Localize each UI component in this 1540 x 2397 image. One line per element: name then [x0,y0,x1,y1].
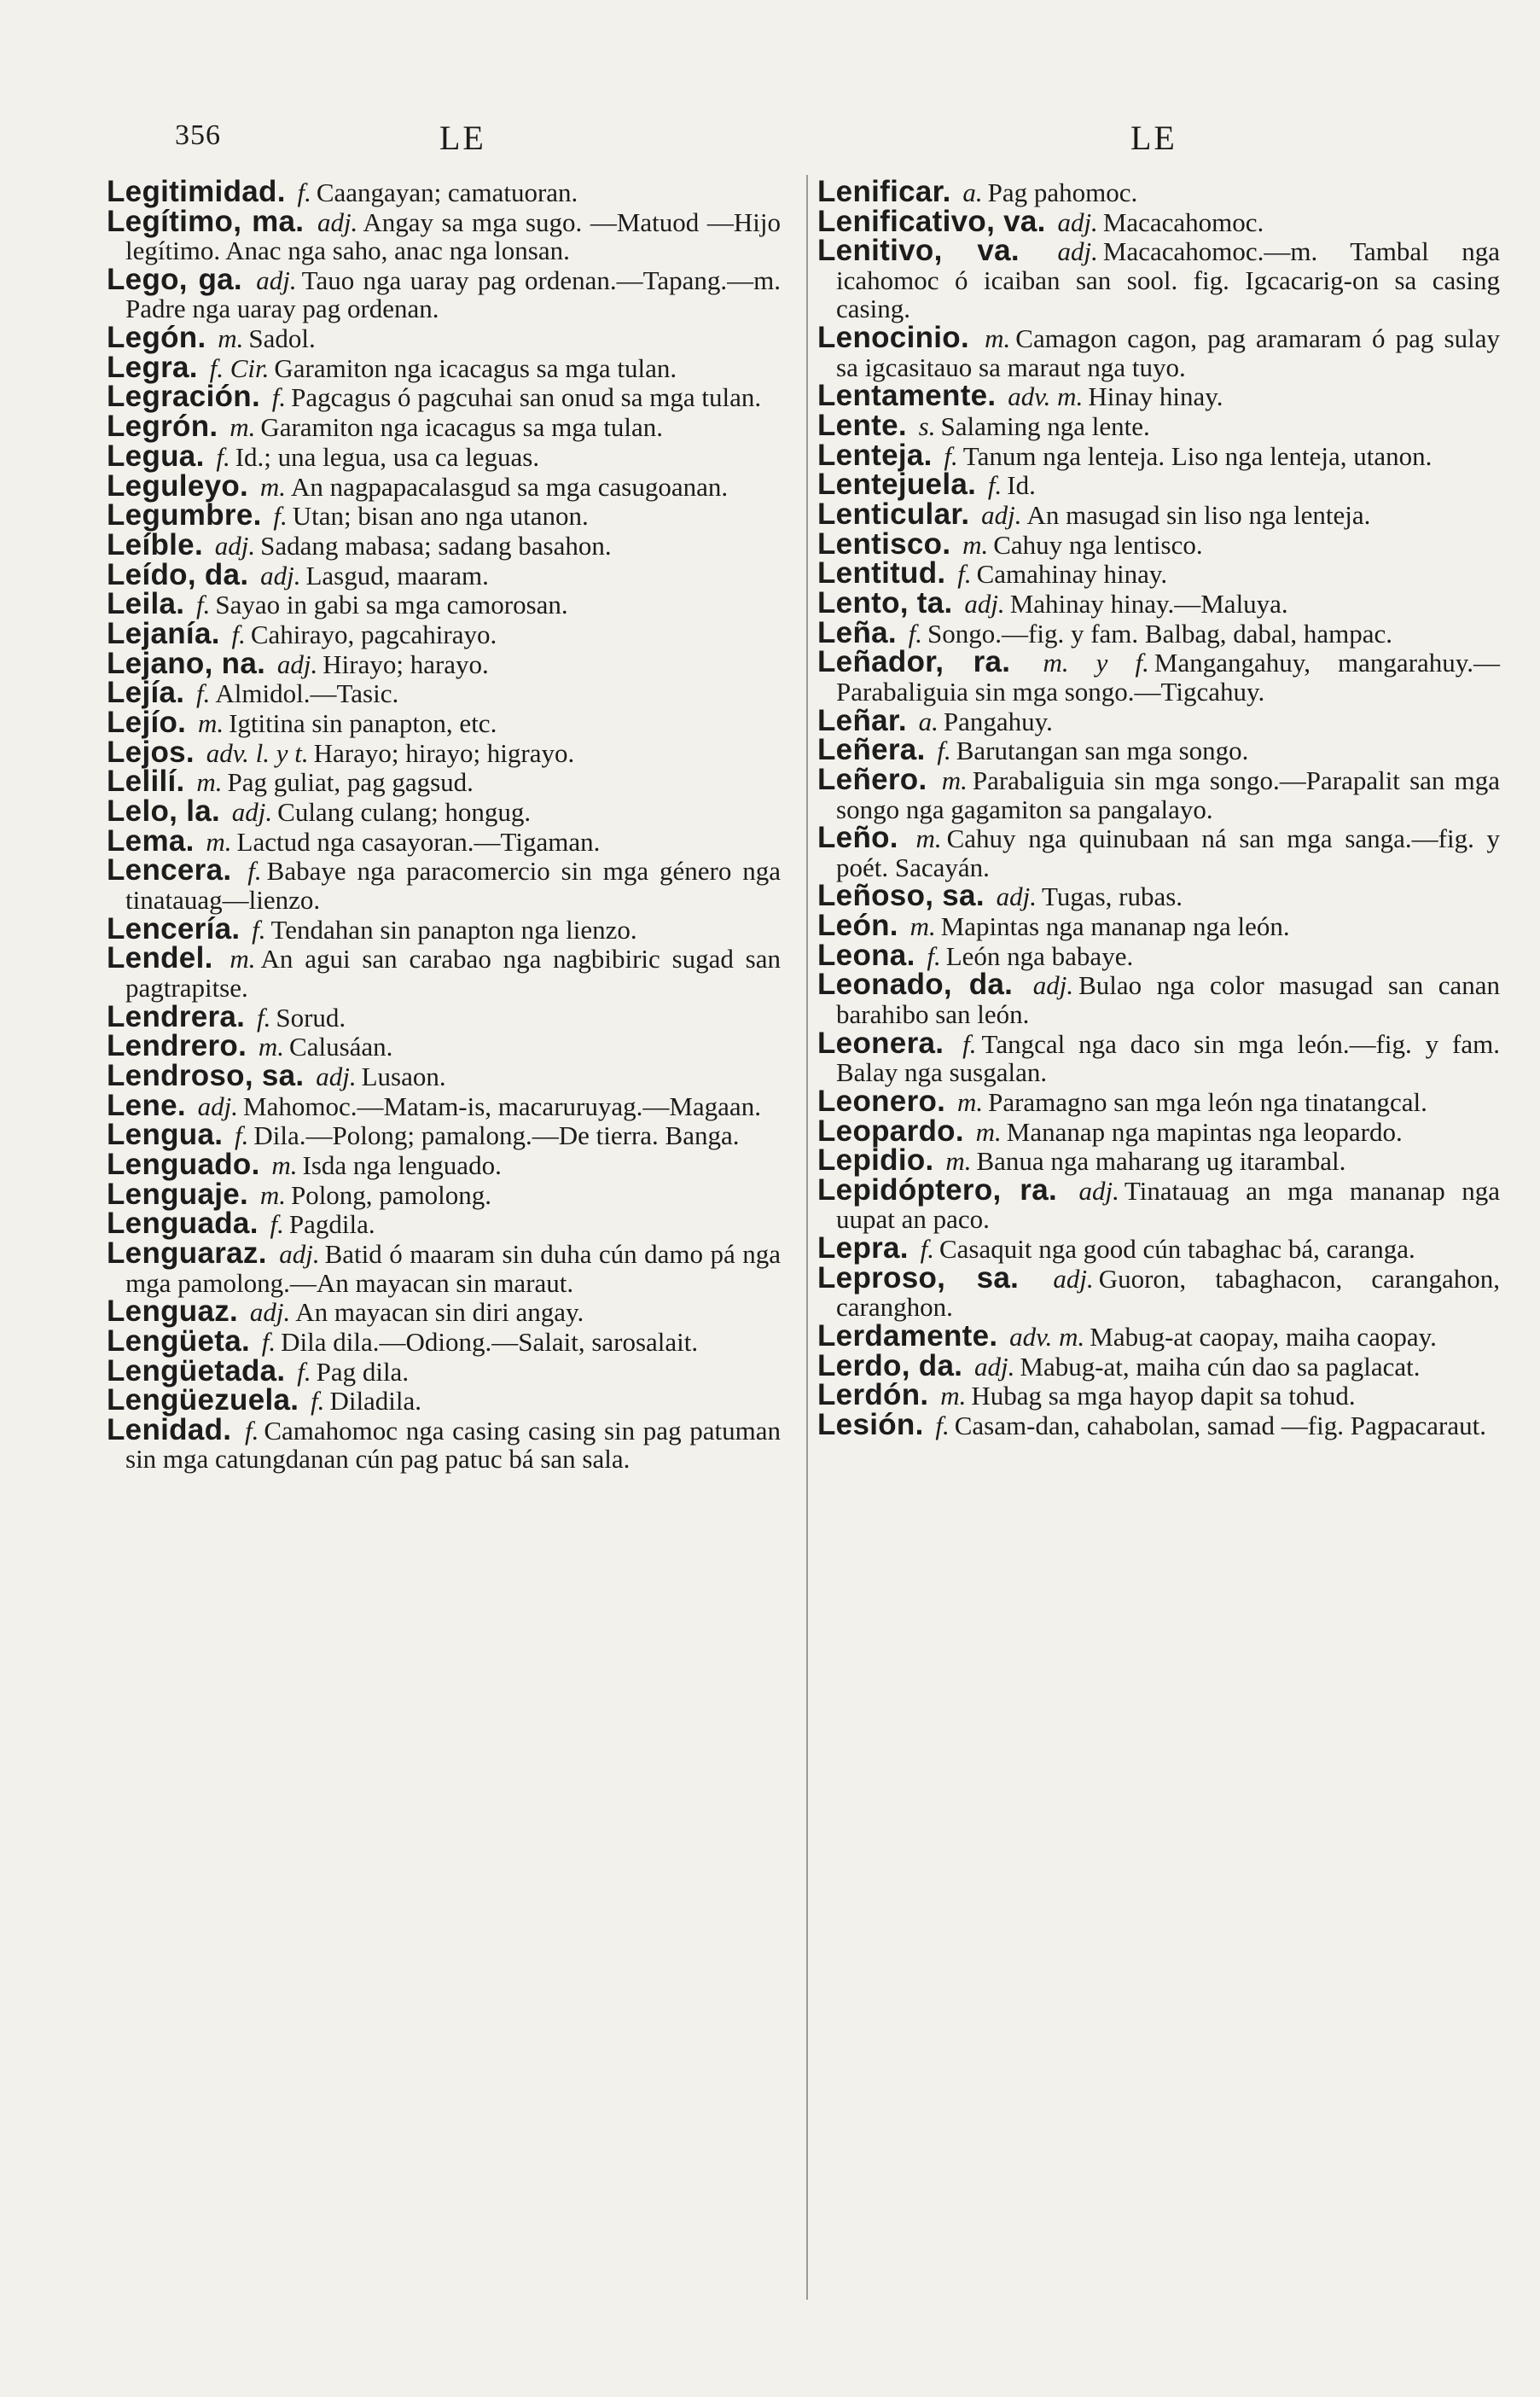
dictionary-entry [107,1147,781,1181]
entry-headword: Lejano, na. [107,646,266,680]
dictionary-entry [107,823,781,858]
entry-definition: Tangcal nga daco sin mga león.—fig. y fam. Balay nga susgalan. [836,1028,1500,1088]
dictionary-entry [107,1029,781,1063]
entry-headword: Lema. [107,823,195,858]
entry-headword: Lendroso, sa. [107,1058,305,1092]
entry-definition: Garamiton nga icacagus sa mga tulan. [274,352,677,383]
dictionary-entry [817,204,1500,238]
entry-grammar: m. [259,471,286,502]
right-column [817,177,1500,1440]
dictionary-entry [107,262,781,324]
entry-headword: Lenguaz. [107,1294,239,1329]
entry-definition: Polong, pamolong. [290,1179,492,1210]
entry-grammar: f. [256,1002,271,1033]
entry-grammar: f. [957,559,972,590]
entry-headword: Leído, da. [107,557,249,591]
dictionary-entry [817,1172,1501,1235]
entry-grammar: f. [937,736,951,766]
dictionary-entry [107,678,781,708]
entry-definition: Cahuy nga quinubaan ná san mga sanga.—fig. y poét. Sacayán. [836,823,1500,882]
entry-headword: Lenguado. [107,1147,260,1181]
entry-grammar: f. [962,1028,977,1059]
entry-headword: Lerdamente. [817,1318,998,1353]
dictionary-entry [107,1324,781,1358]
dictionary-entry [817,323,1500,381]
entry-grammar: m. [271,1149,298,1180]
dictionary-entry [107,735,781,769]
entry-grammar: adj. [317,207,358,237]
entry-definition: Lusaon. [361,1061,446,1091]
dictionary-entry [817,1026,1500,1088]
entry-headword: Lepra. [817,1231,909,1265]
entry-definition: Sadol. [248,323,316,354]
entry-definition: Pag dila. [316,1356,410,1387]
dictionary-entry [107,767,781,797]
entry-grammar: m. [259,1179,286,1210]
entry-grammar: f. [244,1415,259,1446]
entry-grammar: adj. [279,1239,320,1269]
entry-grammar: adv. m. [1009,1321,1085,1352]
entry-headword: Lendrero. [107,1029,247,1063]
entry-grammar: m. [962,529,989,560]
entry-headword: Lenguaje. [107,1177,249,1211]
entry-grammar: f. [908,618,923,649]
entry-headword: Leguleyo. [107,468,249,503]
entry-definition: Caangayan; camatuoran. [316,177,578,207]
dictionary-entry [107,412,781,442]
entry-definition: Sadang mabasa; sadang basahon. [260,530,612,561]
entry-grammar: adj. [1053,1263,1094,1294]
entry-headword: León. [817,909,898,943]
dictionary-entry [107,177,781,207]
dictionary-entry [107,468,781,503]
entry-definition: Camahomoc nga casing casing sin pag patuman sin mga catungdanan cún pag patuc bá san sala. [125,1415,781,1475]
entry-definition: Diladila. [329,1386,422,1417]
entry-grammar: f. [297,1356,311,1387]
entry-headword: Leñar. [817,703,907,737]
entry-headword: Lenificar. [817,175,951,208]
entry-definition: Sayao in gabi sa mga camorosan. [215,590,568,620]
entry-definition: Cahuy nga lentisco. [993,529,1203,560]
dictionary-entry [107,1177,781,1211]
entry-headword: Legrón. [107,410,218,444]
entry-definition: Camagon cagon, pag aramaram ó pag sulay sa igcasitauo sa maraut nga tuyo. [836,323,1500,382]
dictionary-entry [107,616,781,650]
dictionary-entry [817,1348,1500,1382]
dictionary-entry [107,527,781,561]
dictionary-entry [817,1114,1500,1148]
entry-grammar: adj. [996,881,1037,912]
entry-headword: Lentamente. [817,379,997,413]
entry-definition: Mahomoc.—Matam-is, macaruruyag.—Magaan. [243,1091,761,1121]
entry-definition: Tugas, rubas. [1041,881,1183,912]
entry-grammar: a. [918,706,939,736]
entry-grammar: adj. [1032,970,1074,1001]
entry-definition: Pagcagus ó pagcuhai san onud sa mga tulan. [291,382,762,413]
entry-definition: Babaye nga paracomercio sin mga género nga tinatauag—lienzo. [125,856,781,915]
entry-definition: Lactud nga casayoran.—Tigaman. [236,826,601,857]
entry-grammar: m. [985,323,1011,354]
entry-grammar: m. [940,1381,967,1411]
entry-headword: Lenguada. [107,1207,259,1241]
entry-grammar: adj. [974,1351,1015,1382]
entry-grammar: adj. [214,530,256,561]
entry-grammar: f. [261,1326,276,1357]
entry-headword: Lengüetada. [107,1353,286,1388]
dictionary-entry [107,646,781,680]
dictionary-entry [107,1236,782,1298]
entry-definition: Mahinay hinay.—Maluya. [1009,589,1288,620]
entry-headword: Lendel. [107,941,213,975]
entry-grammar: m. [945,1146,972,1177]
entry-definition: Dila.—Polong; pamalong.—De tierra. Banga. [253,1120,740,1151]
entry-headword: Lencera. [107,853,232,887]
entry-definition: Bulao nga color masugad san canan barahibo san león. [836,970,1500,1029]
dictionary-entry [107,323,781,353]
dictionary-entry [817,703,1500,737]
entry-grammar: adj. [249,1297,291,1328]
entry-grammar: m. [975,1116,1002,1147]
entry-definition: Tendahan sin panapton nga lienzo. [270,914,637,945]
entry-grammar: m. y f. [1043,648,1149,678]
entry-grammar: adj. [964,589,1005,620]
entry-definition: An masugad sin liso nga lenteja. [1026,500,1371,530]
entry-definition: Macacahomoc.—m. Tambal nga icahomoc ó icaiban san sool. fig. Igcacarig-on sa casing casing. [836,236,1500,324]
entry-definition: Hinay hinay. [1088,381,1223,412]
dictionary-entry [817,1318,1500,1353]
entry-grammar: m. [197,708,224,738]
entry-headword: Leonero. [817,1084,946,1118]
entry-definition: An mayacan sin diri angay. [295,1297,584,1328]
entry-headword: Lenificativo, va. [817,204,1046,238]
entry-definition: Angay sa mga sugo. —Matuod —Hijo legítimo. Anac nga saho, anac nga lonsan. [125,207,781,266]
entry-grammar: f. [311,1386,325,1417]
entry-grammar: m. [230,412,256,443]
dictionary-entry [817,1408,1500,1441]
entry-grammar: f. [935,1411,950,1440]
left-column [107,177,781,1474]
entry-grammar: f. [252,914,266,945]
entry-definition: Hirayo; harayo. [323,649,489,679]
entry-grammar: f. [247,856,262,887]
entry-grammar: f. [270,1209,284,1240]
entry-headword: Lene. [107,1088,186,1122]
entry-grammar: m. [915,823,942,854]
entry-headword: Lentisco. [817,527,951,561]
entry-headword: Lepidóptero, ra. [817,1172,1058,1207]
entry-grammar: adj. [256,265,297,295]
entry-definition: Culang culang; hongug. [277,797,532,828]
entry-definition: Tauo nga uaray pag ordenan.—Tapang.—m. Padre nga uaray pag ordenan. [125,265,781,324]
entry-grammar: m. [909,911,936,942]
entry-grammar: m. [956,1086,984,1117]
entry-grammar: m. [196,767,223,798]
entry-definition: Paramagno san mga león nga tinatangcal. [988,1086,1427,1117]
entry-headword: Leñador, ra. [817,645,1011,679]
entry-headword: Lenticular. [817,497,970,531]
entry-grammar: f. [271,382,287,413]
dictionary-entry [817,1378,1500,1412]
entry-headword: Lelo, la. [107,794,221,829]
entry-headword: Leñero. [817,763,927,796]
entry-definition: Camahinay hinay. [976,559,1168,590]
entry-headword: Leño. [817,821,898,855]
dictionary-entry [817,586,1500,620]
dictionary-entry [107,794,781,829]
entry-definition: Cahirayo, pagcahirayo. [250,619,497,649]
entry-headword: Legración. [107,380,260,414]
entry-headword: Lendrera. [107,999,246,1033]
entry-headword: Lento, ta. [817,586,953,620]
entry-headword: Leñoso, sa. [817,879,985,913]
entry-definition: Sorud. [276,1002,346,1033]
dictionary-entry [107,382,781,412]
dictionary-entry [817,527,1500,561]
entry-headword: Lengüeta. [107,1324,250,1358]
dictionary-entry [817,177,1500,207]
dictionary-entry [107,1353,781,1388]
dictionary-entry [817,733,1500,767]
entry-headword: Lesión. [817,1408,924,1441]
entry-grammar: adj. [197,1091,239,1121]
dictionary-entry [817,881,1500,911]
entry-definition: Isda nga lenguado. [302,1149,502,1180]
entry-grammar: adj. [276,649,318,679]
entry-definition: Mabug-at, maiha cún dao sa paglacat. [1020,1351,1421,1382]
entry-headword: Lenocinio. [817,321,969,355]
entry-grammar: m. [206,826,232,857]
entry-grammar: f. [231,619,246,649]
entry-definition: Garamiton nga icacagus sa mga tulan. [260,412,664,443]
entry-definition: Macacahomoc. [1102,207,1264,237]
dictionary-entry [817,823,1500,881]
entry-headword: Legítimo, ma. [107,204,305,238]
entry-definition: Songo.—fig. y fam. Balbag, dabal, hampac. [927,618,1392,649]
entry-grammar: m. [230,944,256,975]
entry-grammar: adj. [1057,236,1098,267]
dictionary-entry [107,1383,781,1417]
entry-headword: Legón. [107,321,206,355]
dictionary-entry [817,408,1500,442]
entry-headword: Leíble. [107,527,203,561]
entry-headword: Lerdo, da. [817,1348,963,1382]
entry-definition: Guoron, tabaghacon, carangahon, caranghon. [836,1263,1500,1323]
dictionary-entry [107,941,782,1003]
entry-grammar: adj. [231,797,273,828]
column-divider [806,175,808,2300]
entry-definition: Id. [1007,470,1036,501]
entry-headword: Leona. [817,938,915,972]
entry-definition: Mananap nga mapintas nga leopardo. [1006,1116,1403,1147]
entry-definition: Mabug-at caopay, maiha caopay. [1090,1321,1437,1352]
entry-headword: Lengüezuela. [107,1383,299,1417]
dictionary-entry [107,350,781,384]
entry-headword: Lepidio. [817,1143,934,1178]
entry-definition: Tinatauag an mga mananap nga uupat an paco. [836,1175,1501,1235]
entry-definition: An nagpapacalasgud sa mga casugoanan. [290,471,729,502]
entry-definition: Pagdila. [288,1209,375,1240]
entry-definition: Barutangan san mga songo. [956,736,1249,766]
entry-headword: Lenguaraz. [107,1236,267,1270]
entry-headword: Lentitud. [817,556,946,591]
dictionary-entry [107,1058,781,1092]
entry-grammar: f. [235,1120,249,1151]
entry-headword: Legua. [107,439,205,473]
entry-headword: Lejanía. [107,616,220,650]
entry-grammar: s. [918,410,936,441]
entry-grammar: f. Cir. [209,352,270,383]
entry-headword: Lejío. [107,706,187,739]
dictionary-entry [107,999,781,1033]
dictionary-entry [817,765,1500,823]
entry-definition: Banua nga maharang ug itarambal. [976,1146,1346,1177]
entry-headword: Lengua. [107,1118,224,1152]
entry-definition: Tanum nga lenteja. Liso nga lenteja, utanon. [962,440,1432,471]
dictionary-entry [817,938,1500,972]
dictionary-entry [817,438,1500,472]
entry-headword: Leonera. [817,1026,944,1060]
dictionary-entry [817,470,1500,500]
dictionary-entry [107,439,781,473]
entry-headword: Legumbre. [107,498,262,532]
dictionary-entry [107,853,781,915]
entry-definition: Harayo; hirayo; higrayo. [313,737,575,768]
dictionary-entry [817,556,1500,591]
dictionary-entry [817,970,1500,1028]
entry-headword: Lelilí. [107,765,185,799]
entry-headword: Legitimidad. [107,175,286,208]
entry-headword: Lejos. [107,735,195,769]
entry-definition: Dila dila.—Odiong.—Salait, sarosalait. [281,1326,699,1357]
entry-grammar: f. [273,501,288,532]
entry-grammar: adv. l. y t. [206,737,309,768]
dictionary-entry [817,381,1500,411]
entry-grammar: f. [196,678,211,709]
entry-headword: Lerdón. [817,1378,929,1412]
entry-grammar: a. [962,177,983,207]
entry-definition: Mangangahuy, mangarahuy.—Parabaliguia sin mga songo.—Tigcahuy. [836,648,1501,707]
entry-definition: Mapintas nga mananap nga león. [940,911,1290,942]
dictionary-entry [817,911,1500,941]
entry-grammar: adj. [1057,207,1098,237]
entry-grammar: m. [218,323,244,354]
entry-grammar: f. [216,441,230,472]
entry-definition: Batid ó maaram sin duha cún damo pá nga mga pamolong.—An mayacan sin maraut. [125,1239,782,1298]
entry-grammar: m. [258,1032,285,1062]
dictionary-entry [817,645,1501,707]
entry-definition: Pag pahomoc. [987,177,1138,207]
entry-definition: Utan; bisan ano nga utanon. [292,501,589,532]
entry-headword: Leopardo. [817,1114,964,1148]
entry-definition: León nga babaye. [945,940,1134,971]
dictionary-entry [107,204,781,266]
entry-definition: An agui san carabao nga nagbibiric sugad san pagtrapitse. [125,944,782,1003]
dictionary-entry [817,1231,1500,1265]
entry-grammar: f. [196,590,211,620]
entry-headword: Leonado, da. [817,968,1014,1002]
entry-headword: Lenidad. [107,1412,232,1446]
dictionary-entry [817,1084,1500,1118]
entry-headword: Lenteja. [817,438,933,472]
dictionary-entry [817,1260,1500,1323]
entry-definition: Casaquit nga good cún tabaghac bá, caranga. [939,1234,1415,1265]
dictionary-entry [817,615,1500,649]
entry-grammar: f. [987,470,1002,501]
dictionary-entry [817,1143,1500,1178]
entry-headword: Lencería. [107,911,241,945]
dictionary-entry [107,911,781,945]
entry-grammar: m. [941,765,968,795]
dictionary-entry [817,497,1500,531]
dictionary-entry [107,557,781,591]
entry-headword: Lego, ga. [107,262,242,296]
entry-grammar: adj. [1078,1175,1119,1206]
entry-headword: Leñera. [817,733,926,767]
entry-headword: Legra. [107,350,198,384]
entry-headword: Lenitivo, va. [817,234,1020,268]
entry-definition: Salaming nga lente. [940,410,1150,441]
entry-grammar: adj. [981,500,1022,530]
entry-grammar: f. [297,177,311,207]
entry-headword: Lente. [817,408,907,442]
entry-headword: Lejía. [107,676,185,710]
entry-definition: Hubag sa mga hayop dapit sa tohud. [971,1381,1356,1411]
entry-definition: Pangahuy. [943,706,1053,736]
entry-definition: Almidol.—Tasic. [215,678,399,709]
dictionary-entry [107,1209,781,1239]
entry-definition: Igtitina sin panapton, etc. [229,708,497,738]
entry-headword: Lentejuela. [817,468,977,502]
entry-grammar: adj. [260,560,301,591]
dictionary-entry [107,1120,781,1150]
entry-definition: Lasgud, maaram. [305,560,489,591]
dictionary-entry [817,236,1500,323]
running-head-left: LE [439,119,486,157]
dictionary-entry [107,1412,781,1475]
entry-headword: Leproso, sa. [817,1260,1020,1294]
dictionary-entry [107,1294,781,1329]
entry-definition: Parabaliguia sin mga songo.—Parapalit san mga songo nga gagamiton sa pangalayo. [836,765,1501,824]
entry-definition: Pag guliat, pag gagsud. [227,767,474,798]
entry-grammar: adj. [316,1061,357,1091]
dictionary-entry [107,1088,781,1122]
entry-headword: Leila. [107,587,185,621]
running-head-right: LE [1130,119,1177,157]
entry-definition: Id.; una legua, usa ca leguas. [235,441,540,472]
page-number: 356 [175,119,221,151]
entry-headword: Leña. [817,615,897,649]
entry-definition: Calusáan. [289,1032,393,1062]
entry-definition: Casam-dan, cahabolan, samad —fig. Pagpacaraut. [954,1411,1486,1440]
entry-grammar: f. [927,940,941,971]
dictionary-entry [107,708,781,738]
entry-grammar: adv. m. [1008,381,1084,412]
dictionary-entry [107,587,781,621]
entry-grammar: f. [920,1234,934,1265]
entry-grammar: f. [944,440,958,471]
dictionary-entry [107,498,781,532]
